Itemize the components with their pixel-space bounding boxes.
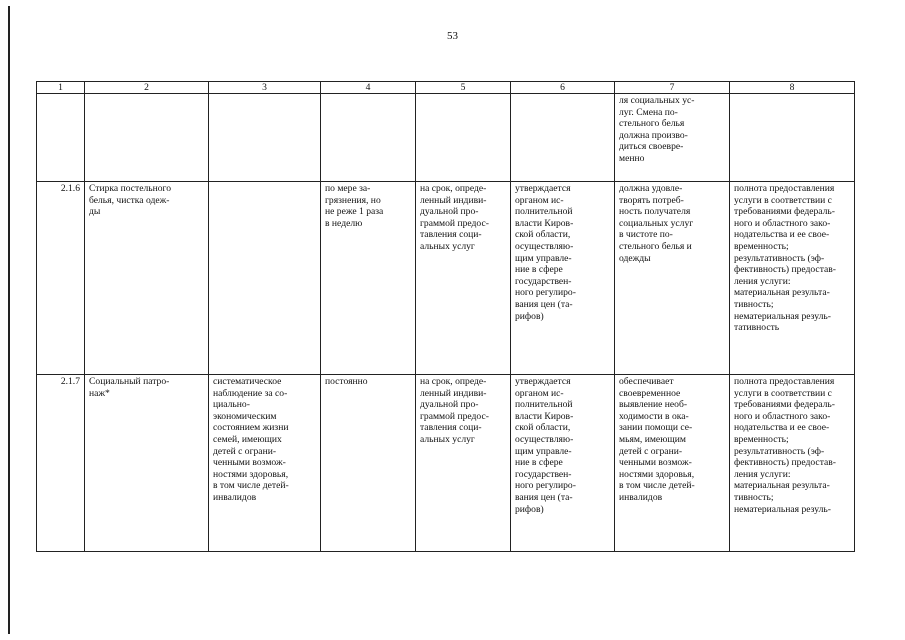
column-header: 7: [615, 82, 730, 94]
table-cell: [416, 182, 511, 375]
service-quality: должна удовле- творять потреб- ность получателя социальных услуг в чистоте по- стельного белья и одежды: [619, 183, 694, 264]
table-cell: [730, 182, 855, 375]
table-cell: [209, 375, 321, 552]
table-row: [37, 182, 855, 375]
service-description: систематическое наблюдение за со- циально- экономическим состоянием жизни семей, имеющих детей с ограни- ченными возмож- ностями здоровья, в том числе детей- инвалидов: [213, 376, 289, 503]
service-tariff: утверждается органом ис- полнительной власти Киров- ской области, осуществляю- щим управле- ние в сфере государствен- ного регулиро- вания цен (та- рифов): [515, 183, 576, 322]
table-cell: [85, 94, 209, 182]
table-row: [37, 375, 855, 552]
service-term: на срок, опреде- ленный индиви- дуальной про- граммой предос- тавления соци- альных услуг: [420, 376, 489, 445]
table-cell: [85, 375, 209, 552]
table-cell: [321, 375, 416, 552]
table-cell: [37, 94, 85, 182]
table-cell: [730, 94, 855, 182]
page-edge-line: [8, 6, 10, 634]
table-cell: [730, 375, 855, 552]
table-cell: [416, 94, 511, 182]
column-header: 1: [37, 82, 85, 94]
service-periodicity: по мере за- грязнения, но не реже 1 раза в неделю: [325, 183, 384, 229]
table-cell: [511, 94, 615, 182]
table-cell: [321, 182, 416, 375]
column-header: 3: [209, 82, 321, 94]
column-header: 2: [85, 82, 209, 94]
service-quality: обеспечивает своевременное выявление необ- ходимости в ока- зании помощи се- мьям, имеющим детей с ограни- ченными возмож- ностями здоровья, в том числе детей- инвалидов: [619, 376, 695, 503]
table-cell: [615, 182, 730, 375]
services-table: [36, 81, 855, 552]
service-term: на срок, опреде- ленный индиви- дуальной про- граммой предос- тавления соци- альных услуг: [420, 183, 489, 252]
continuation-row: [37, 94, 855, 182]
table-cell: [416, 375, 511, 552]
service-number: 2.1.6: [37, 182, 85, 375]
service-name: Социальный патро- наж*: [89, 376, 170, 399]
service-evaluation: полнота предоставления услуги в соответствии с требованиями федераль- ного и областного зако- нодательства и ее свое- временность; результативность (эф- фективность) предостав- ления услуги: материальная результа- тивность; нематериальная резуль-: [734, 376, 836, 515]
column-header: 5: [416, 82, 511, 94]
column-number-row: [37, 82, 855, 94]
service-evaluation: полнота предоставления услуги в соответствии с требованиями федераль- ного и областного зако- нодательства и ее свое- временность; результативность (эф- фективность) предостав- ления услуги: материальная результа- тивность; нематериальная резуль- тативность: [734, 183, 836, 334]
table-cell: [209, 94, 321, 182]
table-cell: [85, 182, 209, 375]
table-cell: [615, 94, 730, 182]
quality-text: ля социальных ус- луг. Смена по- стельного белья должна произво- диться своевре- менно: [619, 95, 695, 164]
table-cell: [209, 182, 321, 375]
table-cell: [511, 375, 615, 552]
table-cell: [615, 375, 730, 552]
page-number: 53: [447, 30, 458, 42]
table-cell: [511, 182, 615, 375]
service-tariff: утверждается органом ис- полнительной власти Киров- ской области, осуществляю- щим управле- ние в сфере государствен- ного регулиро- вания цен (та- рифов): [515, 376, 576, 515]
service-periodicity: постоянно: [325, 376, 368, 387]
table-cell: [321, 94, 416, 182]
service-name: Стирка постельного белья, чистка одеж- ды: [89, 183, 172, 218]
column-header: 4: [321, 82, 416, 94]
column-header: 6: [511, 82, 615, 94]
column-header: 8: [730, 82, 855, 94]
service-number: 2.1.7: [37, 375, 85, 552]
